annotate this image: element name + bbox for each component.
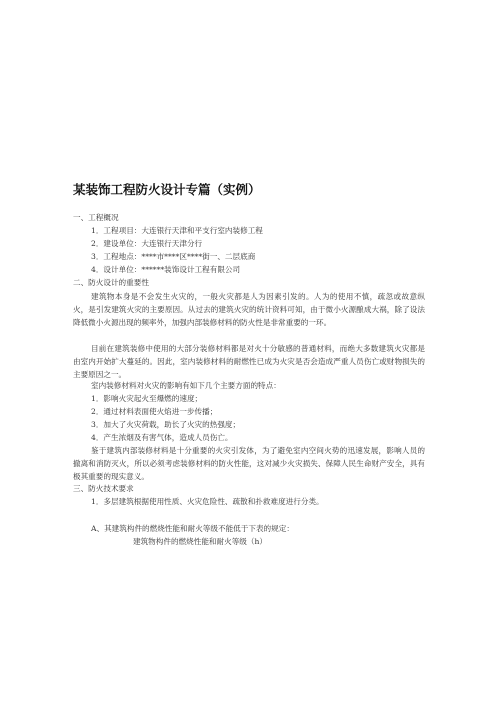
list-item: 4．产生浓烟及有害气体，造成人员伤亡。	[91, 433, 233, 442]
list-item: 1．工程项目：大连银行天津和平支行室内装修工程	[91, 226, 263, 235]
table-caption: 建筑物构件的燃烧性能和耐火等级（h）	[133, 537, 267, 546]
subsection-a: A、其建筑构件的燃烧性能和耐火等级不能低于下表的规定：	[91, 524, 294, 533]
paragraph: 建筑物本身是不会发生火灾的，一般火灾都是人为因素引发的。人为的使用不慎，疏忽或故意纵火，是引发建筑火灾的主要原因。从过去的建筑火灾的统计资料可知，由于微小火源酿成大祸，除了设法降低微小火源出现的频率外，加强内部装修材料的防火性是非常重要的一环。	[73, 292, 425, 327]
section-heading-2: 二、防火设计的重要性	[73, 278, 149, 287]
paragraph: 目前在建筑装修中使用的大部分装修材料都是对火十分敏感的普通材料，而绝大多数建筑火灾都是由室内开始扩大蔓延的。因此，室内装修材料的耐燃性已成为火灾是否会造成严重人员伤亡或财物损失的主要原因之一。	[73, 344, 425, 379]
list-item: 1．影响火灾起火至爆燃的速度；	[91, 394, 203, 403]
list-item: 3．加大了火灾荷载，助长了火灾的热强度；	[91, 420, 241, 429]
section-heading-1: 一、工程概况	[73, 213, 119, 222]
document-title: 某装饰工程防火设计专篇（实例）	[73, 182, 261, 197]
list-item: 4．设计单位：******装饰设计工程有限公司	[91, 265, 241, 274]
list-item: 3．工程地点：****市****区****街一、二层底商	[91, 252, 256, 261]
list-item: 1．多层建筑根据使用性质、火灾危险性、疏散和扑救难度进行分类。	[91, 497, 324, 506]
list-intro: 室内装修材料对火灾的影响有如下几个主要方面的特点：	[91, 381, 281, 390]
section-heading-3: 三、防火技术要求	[73, 484, 134, 493]
list-item: 2．通过材料表面使火焰进一步传播；	[91, 407, 218, 416]
paragraph: 鉴于建筑内部装修材料是十分重要的火灾引发体，为了避免室内空间火势的迅速发展，影响人员的撤离和消防灭火，所以必须考虑装修材料的防火性能，这对减少火灾损失、保障人民生命财产安全，具有极其重要的现实意义。	[73, 446, 425, 481]
list-item: 2．建设单位：大连银行天津分行	[91, 239, 203, 248]
